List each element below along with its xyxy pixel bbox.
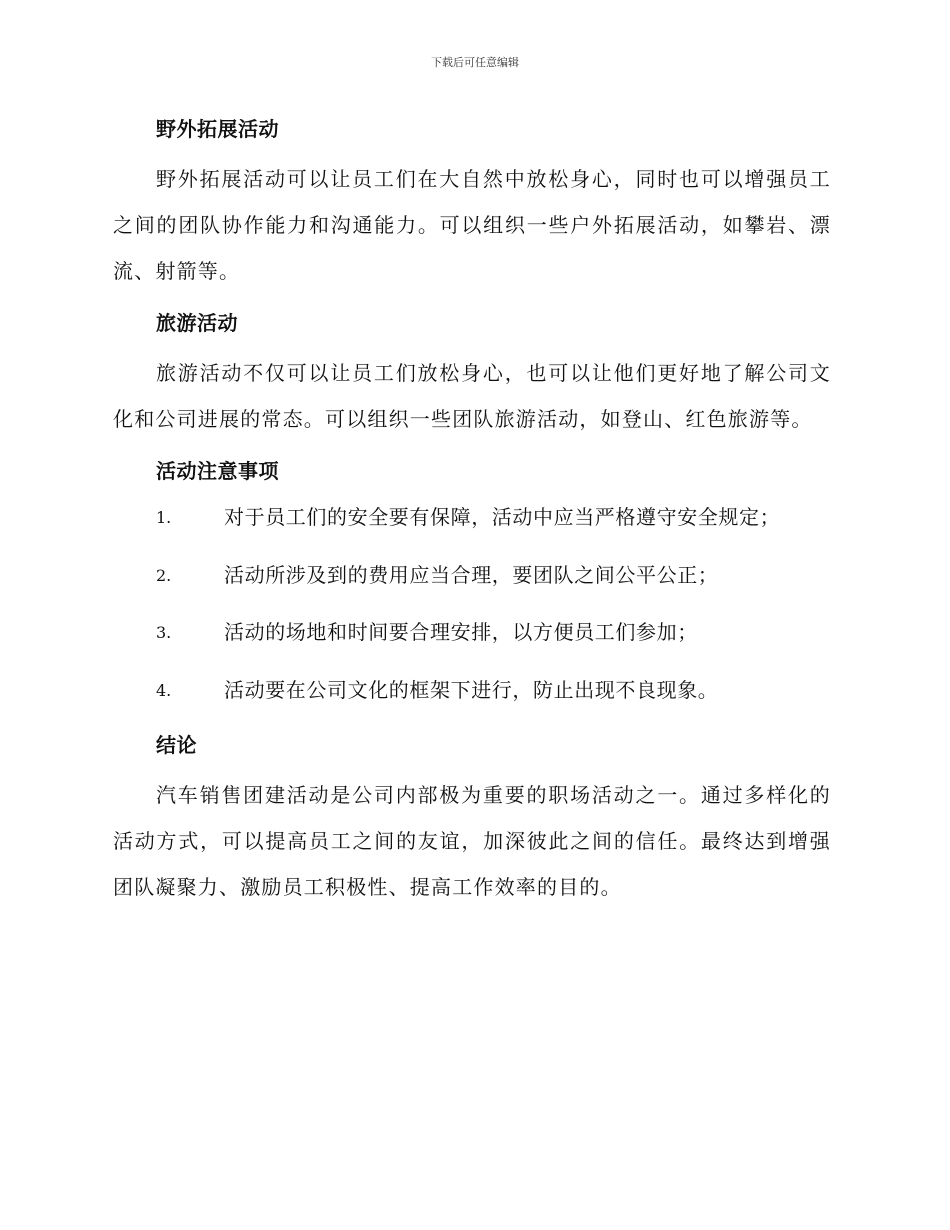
list-text: 活动所涉及到的费用应当合理，要团队之间公平公正； — [224, 562, 719, 587]
section-heading-outdoor: 野外拓展活动 — [156, 117, 279, 141]
list-text: 对于员工们的安全要有保障，活动中应当严格遵守安全规定； — [224, 505, 781, 529]
section-conclusion — [113, 728, 831, 910]
section-heading-travel: 旅游活动 — [156, 311, 238, 335]
list-item — [113, 498, 831, 556]
list-text: 活动的场地和时间要合理安排，以方便员工们参加； — [224, 620, 698, 644]
section-heading-notes: 活动注意事项 — [156, 459, 279, 483]
list-item — [113, 613, 831, 671]
list-number: 2. — [156, 565, 172, 585]
list-number: 3. — [156, 623, 172, 642]
list-item — [113, 556, 831, 614]
paragraph-outdoor: 野外拓展活动可以让员工们在大自然中放松身心，同时也可以增强员工之间的团队协作能力和沟通能力。可以组织一些户外拓展活动，如攀岩、漂流、射箭等。 — [113, 167, 831, 283]
paragraph-conclusion: 汽车销售团建活动是公司内部极为重要的职场活动之一。通过多样化的活动方式，可以提高员工之间的友谊，加深彼此之间的信任。最终达到增强团队凝聚力、激励员工积极性、提高工作效率的目的。 — [113, 783, 831, 899]
paragraph-travel: 旅游活动不仅可以让员工们放松身心，也可以让他们更好地了解公司文化和公司进展的常态。可以组织一些团队旅游活动，如登山、红色旅游等。 — [113, 361, 831, 431]
list-text: 活动要在公司文化的框架下进行，防止出现不良现象。 — [224, 677, 719, 702]
section-notes — [113, 454, 831, 728]
list-number: 1. — [156, 508, 172, 527]
list-item — [113, 671, 831, 729]
notes-list — [113, 498, 831, 728]
section-outdoor — [113, 112, 831, 294]
page-header: 下载后可任意编辑 — [431, 56, 519, 69]
list-number: 4. — [156, 680, 172, 700]
section-travel — [113, 306, 831, 442]
document-body — [113, 112, 831, 910]
section-heading-conclusion: 结论 — [156, 733, 197, 757]
